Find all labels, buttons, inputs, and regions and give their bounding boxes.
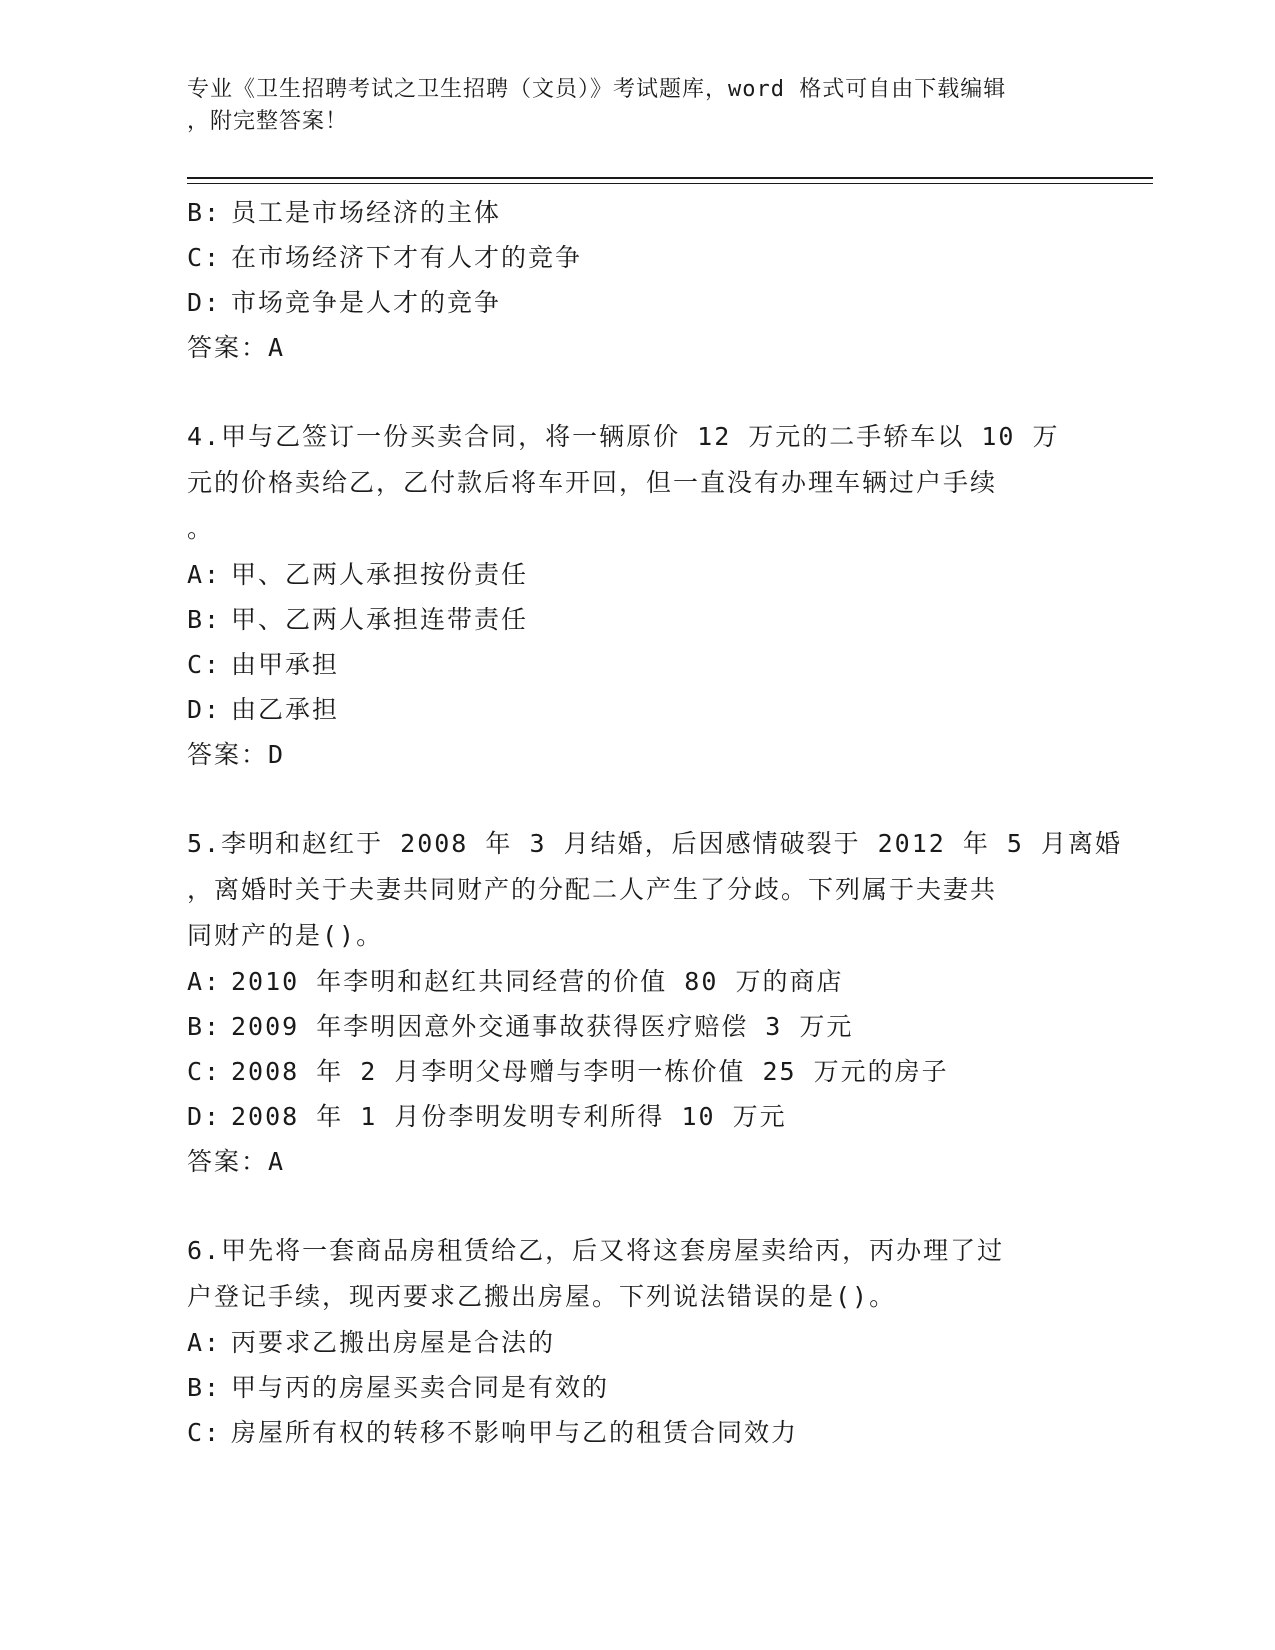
option-letter: A: <box>187 967 222 996</box>
option-a <box>187 552 1067 597</box>
option-b <box>187 1004 1067 1049</box>
option-text: 甲与丙的房屋买卖合同是有效的 <box>231 1373 610 1402</box>
question-content <box>187 190 1123 1455</box>
question-text-line: 。 <box>187 514 215 543</box>
option-letter: C: <box>187 1418 222 1447</box>
option-a <box>187 959 1067 1004</box>
question-3 <box>187 190 1067 370</box>
question-text-line: 5.李明和赵红于 2008 年 3 月结婚，后因感情破裂于 2012 年 5 月离婚 <box>187 829 1123 858</box>
option-letter: B: <box>187 1012 222 1041</box>
option-text: 2009 年李明因意外交通事故获得医疗赔偿 3 万元 <box>231 1012 854 1041</box>
option-d <box>187 687 1067 732</box>
question-text-line: 户登记手续，现丙要求乙搬出房屋。下列说法错误的是()。 <box>187 1282 897 1311</box>
header-line-1: 专业《卫生招聘考试之卫生招聘（文员）》考试题库，word 格式可自由下载编辑 <box>187 77 1007 102</box>
option-c <box>187 642 1067 687</box>
option-text: 房屋所有权的转移不影响甲与乙的租赁合同效力 <box>231 1418 799 1447</box>
question-text-line: 元的价格卖给乙，乙付款后将车开回，但一直没有办理车辆过户手续 <box>187 468 998 497</box>
option-letter: C: <box>187 650 222 679</box>
option-letter: C: <box>187 1057 222 1086</box>
option-d <box>187 1094 1067 1139</box>
question-text-line: 6.甲先将一套商品房租赁给乙，后又将这套房屋卖给丙，丙办理了过 <box>187 1236 1005 1265</box>
option-text: 2008 年 1 月份李明发明专利所得 10 万元 <box>231 1102 787 1131</box>
question-text-line: ，离婚时关于夫妻共同财产的分配二人产生了分歧。下列属于夫妻共 <box>187 875 998 904</box>
option-text: 由甲承担 <box>231 650 340 679</box>
option-text: 员工是市场经济的主体 <box>231 198 502 227</box>
option-text: 丙要求乙搬出房屋是合法的 <box>231 1328 556 1357</box>
header-divider-thin <box>187 183 1153 184</box>
header-line-2: ，附完整答案！ <box>187 109 349 134</box>
option-letter: A: <box>187 1328 222 1357</box>
option-text: 在市场经济下才有人才的竞争 <box>231 243 583 272</box>
option-b <box>187 190 1067 235</box>
option-c <box>187 1410 1067 1455</box>
answer: 答案：A <box>187 1147 286 1176</box>
option-text: 市场竞争是人才的竞争 <box>231 288 502 317</box>
option-c <box>187 1049 1067 1094</box>
question-text-line: 同财产的是()。 <box>187 921 384 950</box>
spacer <box>187 777 1067 821</box>
option-a <box>187 1320 1067 1365</box>
option-text: 由乙承担 <box>231 695 340 724</box>
option-letter: A: <box>187 560 222 589</box>
document-header <box>187 74 1067 138</box>
option-c <box>187 235 1067 280</box>
spacer <box>187 1184 1067 1228</box>
option-b <box>187 1365 1067 1410</box>
option-text: 甲、乙两人承担连带责任 <box>231 605 529 634</box>
option-letter: C: <box>187 243 222 272</box>
question-5 <box>187 821 1123 1184</box>
option-letter: B: <box>187 198 222 227</box>
answer: 答案：A <box>187 333 286 362</box>
option-letter: B: <box>187 1373 222 1402</box>
option-letter: D: <box>187 1102 222 1131</box>
question-4 <box>187 414 1067 777</box>
option-letter: B: <box>187 605 222 634</box>
question-6 <box>187 1228 1067 1455</box>
option-text: 2010 年李明和赵红共同经营的价值 80 万的商店 <box>231 967 844 996</box>
spacer <box>187 370 1067 414</box>
answer: 答案：D <box>187 740 286 769</box>
question-text-line: 4.甲与乙签订一份买卖合同，将一辆原价 12 万元的二手轿车以 10 万 <box>187 422 1060 451</box>
option-text: 甲、乙两人承担按份责任 <box>231 560 529 589</box>
option-text: 2008 年 2 月李明父母赠与李明一栋价值 25 万元的房子 <box>231 1057 949 1086</box>
header-divider-thick <box>187 177 1153 179</box>
option-b <box>187 597 1067 642</box>
option-d <box>187 280 1067 325</box>
option-letter: D: <box>187 288 222 317</box>
option-letter: D: <box>187 695 222 724</box>
